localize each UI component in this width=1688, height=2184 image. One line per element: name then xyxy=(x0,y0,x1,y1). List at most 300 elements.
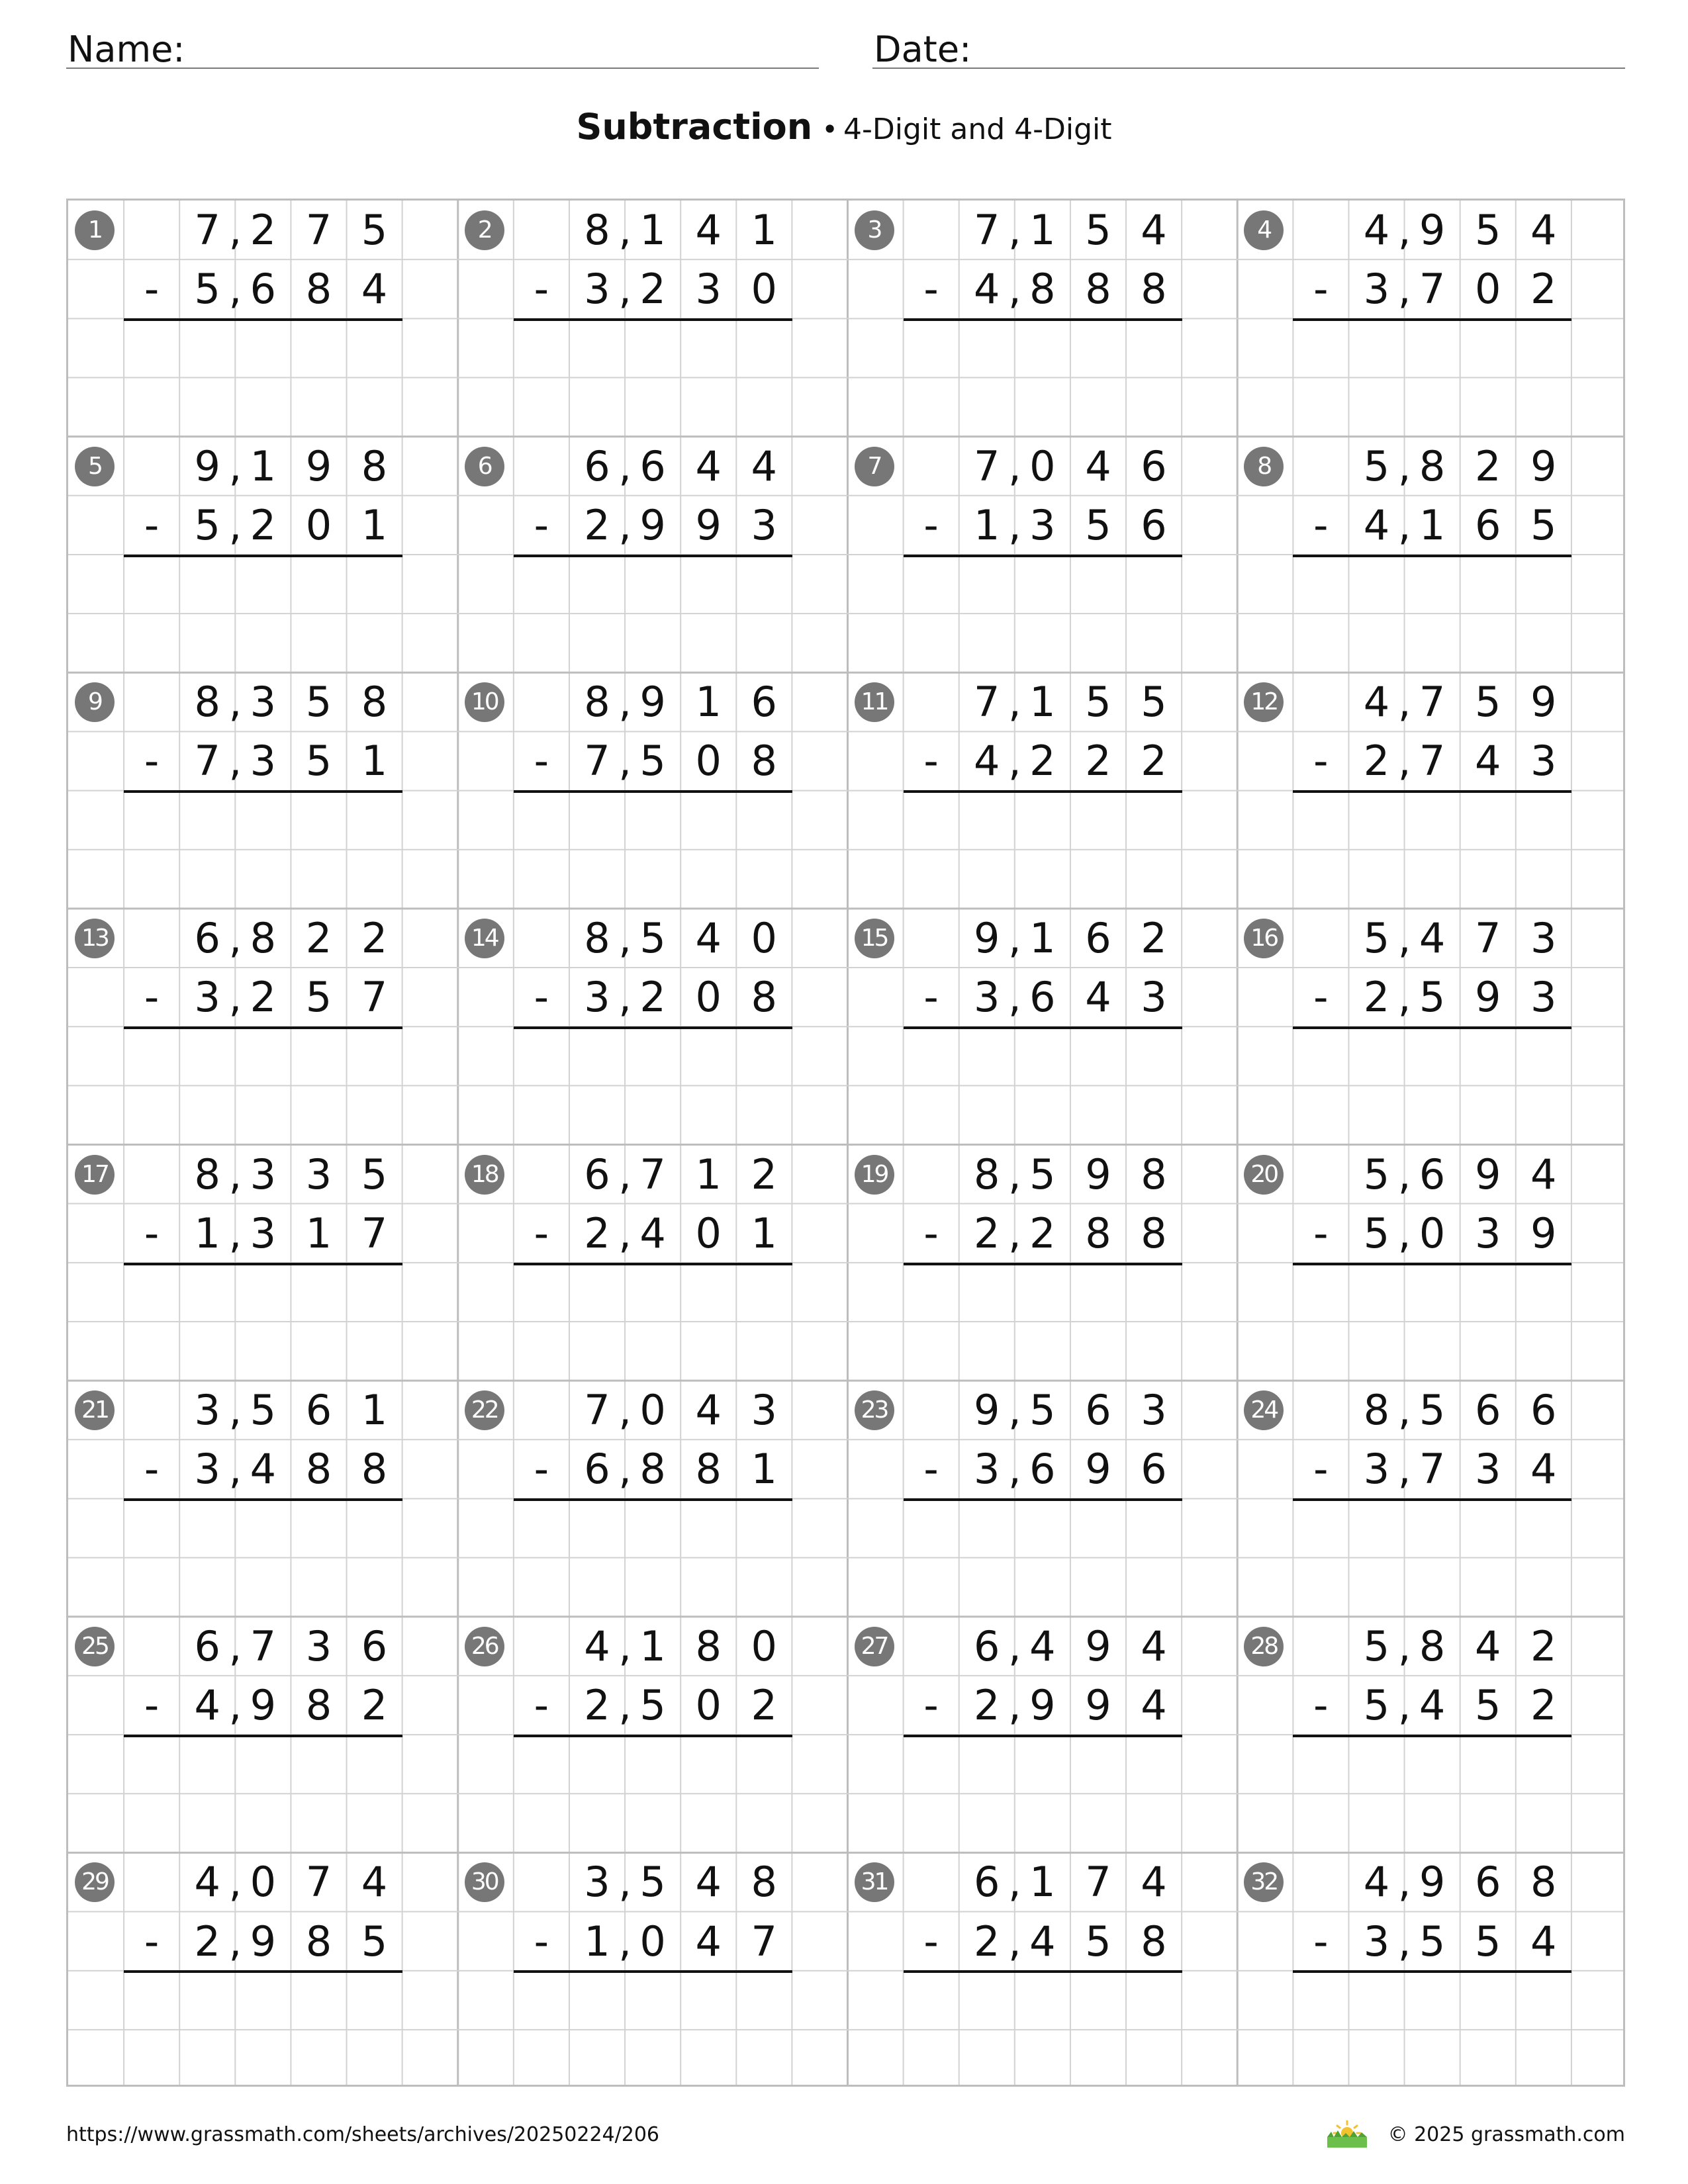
thousands-separator: , xyxy=(228,913,242,962)
digit: 6 xyxy=(584,1445,610,1494)
minuend xyxy=(1237,1617,1625,1676)
digit: 4 xyxy=(973,737,1000,786)
subtrahend xyxy=(68,1912,458,1971)
problem-number-badge: 13 xyxy=(75,919,115,958)
digit: 7 xyxy=(305,1858,332,1907)
digit: 5 xyxy=(1419,973,1446,1022)
minus-sign: - xyxy=(923,265,939,314)
problem-26 xyxy=(458,1617,848,1853)
digit: 1 xyxy=(751,206,777,254)
digit: 3 xyxy=(194,973,220,1022)
minus-sign: - xyxy=(923,973,939,1022)
digit: 8 xyxy=(1141,1917,1167,1966)
digit: 9 xyxy=(1530,678,1557,727)
problem-2 xyxy=(458,201,848,437)
digit: 8 xyxy=(1363,1386,1390,1435)
digit: 4 xyxy=(1530,1917,1557,1966)
digit: 5 xyxy=(639,1680,666,1729)
answer-area[interactable] xyxy=(904,1026,1182,1144)
thousands-separator: , xyxy=(1397,441,1411,490)
thousands-separator: , xyxy=(1397,206,1411,254)
digit: 9 xyxy=(1419,1858,1446,1907)
thousands-separator: , xyxy=(618,913,632,962)
thousands-separator: , xyxy=(228,206,242,254)
problem-number-badge: 19 xyxy=(855,1155,894,1195)
digit: 7 xyxy=(1085,1858,1111,1907)
answer-area[interactable] xyxy=(124,1498,402,1616)
problem-number-badge: 29 xyxy=(75,1862,115,1902)
digit: 4 xyxy=(1141,1621,1167,1670)
digit: 8 xyxy=(1141,1208,1167,1257)
minuend xyxy=(68,437,458,496)
minus-sign: - xyxy=(1313,1445,1329,1494)
digit: 8 xyxy=(1085,265,1111,314)
answer-area[interactable] xyxy=(904,1498,1182,1616)
minus-sign: - xyxy=(923,1445,939,1494)
thousands-separator: , xyxy=(1008,441,1021,490)
answer-area[interactable] xyxy=(1293,318,1571,436)
subtrahend xyxy=(458,496,848,555)
answer-area[interactable] xyxy=(514,555,792,672)
digit: 4 xyxy=(194,1858,220,1907)
thousands-separator: , xyxy=(228,1680,242,1729)
digit: 1 xyxy=(751,1208,777,1257)
problem-8 xyxy=(1237,437,1625,673)
title-subtitle: 4-Digit and 4-Digit xyxy=(843,113,1112,146)
digit: 7 xyxy=(250,1621,277,1670)
digit: 8 xyxy=(584,913,610,962)
minus-sign: - xyxy=(534,1917,549,1966)
digit: 3 xyxy=(194,1386,220,1435)
thousands-separator: , xyxy=(228,1445,242,1494)
digit: 4 xyxy=(1085,441,1111,490)
minus-sign: - xyxy=(534,265,549,314)
answer-area[interactable] xyxy=(124,555,402,672)
problem-1 xyxy=(68,201,458,437)
problem-21 xyxy=(68,1381,458,1617)
minuend xyxy=(458,1617,848,1676)
minuend xyxy=(1237,1852,1625,1911)
problem-17 xyxy=(68,1145,458,1381)
problem-number-badge: 1 xyxy=(75,210,115,250)
answer-area[interactable] xyxy=(124,791,402,909)
subtrahend xyxy=(68,496,458,555)
digit: 2 xyxy=(1141,737,1167,786)
problem-number-badge: 30 xyxy=(465,1862,504,1902)
digit: 1 xyxy=(584,1917,610,1966)
thousands-separator: , xyxy=(228,678,242,727)
problem-number-badge: 14 xyxy=(465,919,504,958)
problem-5 xyxy=(68,437,458,673)
thousands-separator: , xyxy=(1008,678,1021,727)
digit: 1 xyxy=(1419,500,1446,549)
answer-area[interactable] xyxy=(124,318,402,436)
minus-sign: - xyxy=(1313,737,1329,786)
digit: 8 xyxy=(1141,1150,1167,1199)
minuend xyxy=(68,1381,458,1439)
thousands-separator: , xyxy=(1008,913,1021,962)
minuend xyxy=(848,437,1238,496)
digit: 2 xyxy=(250,973,277,1022)
subtrahend xyxy=(68,1439,458,1498)
problem-number-badge: 15 xyxy=(855,919,894,958)
thousands-separator: , xyxy=(1397,737,1411,786)
problem-30 xyxy=(458,1852,848,2087)
subtrahend xyxy=(458,1204,848,1263)
title-bullet: • xyxy=(821,113,838,146)
minuend xyxy=(848,1145,1238,1204)
digit: 2 xyxy=(584,500,610,549)
answer-area[interactable] xyxy=(514,1971,792,2087)
digit: 5 xyxy=(361,1150,388,1199)
subtrahend xyxy=(1237,731,1625,790)
digit: 3 xyxy=(1363,265,1390,314)
minuend xyxy=(848,1617,1238,1676)
answer-area[interactable] xyxy=(514,1498,792,1616)
digit: 5 xyxy=(1363,1680,1390,1729)
subtrahend xyxy=(848,968,1238,1026)
answer-area[interactable] xyxy=(904,1971,1182,2087)
digit: 9 xyxy=(1029,1680,1056,1729)
digit: 4 xyxy=(361,265,388,314)
digit: 4 xyxy=(1141,1858,1167,1907)
digit: 2 xyxy=(973,1208,1000,1257)
answer-area[interactable] xyxy=(514,1026,792,1144)
answer-area[interactable] xyxy=(1293,791,1571,909)
digit: 7 xyxy=(1474,913,1501,962)
digit: 4 xyxy=(1474,737,1501,786)
thousands-separator: , xyxy=(618,1208,632,1257)
digit: 2 xyxy=(1141,913,1167,962)
problem-number-badge: 17 xyxy=(75,1155,115,1195)
problem-6 xyxy=(458,437,848,673)
problem-20 xyxy=(1237,1145,1625,1381)
thousands-separator: , xyxy=(1008,1445,1021,1494)
digit: 1 xyxy=(250,441,277,490)
thousands-separator: , xyxy=(228,1858,242,1907)
minuend xyxy=(1237,1381,1625,1439)
minuend xyxy=(848,201,1238,259)
minuend xyxy=(1237,1145,1625,1204)
digit: 4 xyxy=(695,206,722,254)
thousands-separator: , xyxy=(1008,265,1021,314)
digit: 9 xyxy=(1085,1680,1111,1729)
digit: 6 xyxy=(361,1621,388,1670)
answer-area[interactable] xyxy=(514,1735,792,1852)
digit: 1 xyxy=(1029,1858,1056,1907)
digit: 1 xyxy=(1029,913,1056,962)
minus-sign: - xyxy=(144,1680,160,1729)
date-field[interactable] xyxy=(872,24,1625,69)
digit: 2 xyxy=(1530,1621,1557,1670)
digit: 6 xyxy=(1085,1386,1111,1435)
minus-sign: - xyxy=(534,500,549,549)
problem-number-badge: 25 xyxy=(75,1627,115,1666)
answer-area[interactable] xyxy=(904,318,1182,436)
minus-sign: - xyxy=(534,1208,549,1257)
digit: 5 xyxy=(1363,1150,1390,1199)
digit: 5 xyxy=(361,206,388,254)
answer-area[interactable] xyxy=(1293,1498,1571,1616)
minuend xyxy=(68,201,458,259)
thousands-separator: , xyxy=(618,441,632,490)
digit: 4 xyxy=(1419,1680,1446,1729)
digit: 7 xyxy=(194,206,220,254)
subtrahend xyxy=(1237,259,1625,318)
minuend xyxy=(848,1381,1238,1439)
digit: 8 xyxy=(695,1621,722,1670)
thousands-separator: , xyxy=(228,500,242,549)
subtrahend xyxy=(1237,496,1625,555)
digit: 9 xyxy=(1530,1208,1557,1257)
digit: 2 xyxy=(639,973,666,1022)
digit: 2 xyxy=(584,1680,610,1729)
digit: 6 xyxy=(1085,913,1111,962)
digit: 3 xyxy=(305,1621,332,1670)
problem-number-badge: 12 xyxy=(1244,682,1284,722)
digit: 5 xyxy=(1085,1917,1111,1966)
minuend xyxy=(1237,437,1625,496)
digit: 5 xyxy=(1474,1917,1501,1966)
footer-url: https://www.grassmath.com/sheets/archives/20250224/206 xyxy=(66,2123,660,2146)
digit: 1 xyxy=(973,500,1000,549)
answer-area[interactable] xyxy=(124,1263,402,1381)
digit: 8 xyxy=(361,1445,388,1494)
problem-number-badge: 5 xyxy=(75,447,115,486)
problem-25 xyxy=(68,1617,458,1853)
digit: 0 xyxy=(639,1917,666,1966)
problem-23 xyxy=(848,1381,1238,1617)
problem-7 xyxy=(848,437,1238,673)
subtrahend xyxy=(458,259,848,318)
digit: 3 xyxy=(695,265,722,314)
digit: 4 xyxy=(1363,1858,1390,1907)
digit: 7 xyxy=(973,206,1000,254)
digit: 8 xyxy=(1085,1208,1111,1257)
subtrahend xyxy=(848,1439,1238,1498)
digit: 1 xyxy=(361,500,388,549)
answer-area[interactable] xyxy=(124,1971,402,2087)
digit: 6 xyxy=(584,441,610,490)
minus-sign: - xyxy=(923,1208,939,1257)
answer-area[interactable] xyxy=(124,1735,402,1852)
digit: 8 xyxy=(973,1150,1000,1199)
thousands-separator: , xyxy=(1397,500,1411,549)
digit: 9 xyxy=(695,500,722,549)
thousands-separator: , xyxy=(1397,1621,1411,1670)
subtrahend xyxy=(458,1912,848,1971)
digit: 5 xyxy=(639,737,666,786)
answer-area[interactable] xyxy=(1293,1971,1571,2087)
digit: 5 xyxy=(305,737,332,786)
thousands-separator: , xyxy=(618,500,632,549)
digit: 3 xyxy=(250,737,277,786)
digit: 3 xyxy=(584,265,610,314)
digit: 0 xyxy=(1474,265,1501,314)
minus-sign: - xyxy=(144,1917,160,1966)
digit: 8 xyxy=(751,737,777,786)
digit: 3 xyxy=(250,678,277,727)
date-label: Date: xyxy=(874,28,972,70)
minuend xyxy=(1237,201,1625,259)
title-main: Subtraction xyxy=(576,106,813,148)
thousands-separator: , xyxy=(618,1680,632,1729)
subtrahend xyxy=(68,731,458,790)
digit: 5 xyxy=(1474,678,1501,727)
digit: 2 xyxy=(1530,265,1557,314)
thousands-separator: , xyxy=(228,1386,242,1435)
answer-area[interactable] xyxy=(514,318,792,436)
answer-area[interactable] xyxy=(904,791,1182,909)
minus-sign: - xyxy=(534,737,549,786)
digit: 5 xyxy=(1085,500,1111,549)
minus-sign: - xyxy=(534,1445,549,1494)
thousands-separator: , xyxy=(618,1621,632,1670)
digit: 5 xyxy=(639,913,666,962)
digit: 5 xyxy=(1363,1208,1390,1257)
minus-sign: - xyxy=(1313,500,1329,549)
thousands-separator: , xyxy=(1397,678,1411,727)
digit: 2 xyxy=(1363,973,1390,1022)
problem-number-badge: 24 xyxy=(1244,1390,1284,1430)
thousands-separator: , xyxy=(618,1858,632,1907)
thousands-separator: , xyxy=(1008,1680,1021,1729)
digit: 3 xyxy=(1141,973,1167,1022)
subtrahend xyxy=(1237,968,1625,1026)
digit: 8 xyxy=(305,1680,332,1729)
minus-sign: - xyxy=(144,1208,160,1257)
answer-area[interactable] xyxy=(514,791,792,909)
thousands-separator: , xyxy=(618,206,632,254)
digit: 6 xyxy=(973,1858,1000,1907)
digit: 6 xyxy=(1474,500,1501,549)
digit: 0 xyxy=(751,1621,777,1670)
digit: 9 xyxy=(1419,206,1446,254)
digit: 7 xyxy=(751,1917,777,1966)
digit: 6 xyxy=(1530,1386,1557,1435)
digit: 6 xyxy=(1141,1445,1167,1494)
thousands-separator: , xyxy=(1008,1386,1021,1435)
digit: 8 xyxy=(1419,441,1446,490)
answer-area[interactable] xyxy=(904,1735,1182,1852)
digit: 5 xyxy=(361,1917,388,1966)
digit: 5 xyxy=(194,265,220,314)
answer-area[interactable] xyxy=(904,1263,1182,1381)
digit: 2 xyxy=(1474,441,1501,490)
digit: 4 xyxy=(1029,1917,1056,1966)
answer-area[interactable] xyxy=(904,555,1182,672)
digit: 9 xyxy=(1085,1445,1111,1494)
subtrahend xyxy=(848,731,1238,790)
digit: 2 xyxy=(361,1680,388,1729)
thousands-separator: , xyxy=(1397,265,1411,314)
digit: 7 xyxy=(194,737,220,786)
answer-area[interactable] xyxy=(1293,1026,1571,1144)
thousands-separator: , xyxy=(1397,913,1411,962)
answer-area[interactable] xyxy=(1293,1263,1571,1381)
thousands-separator: , xyxy=(618,973,632,1022)
minuend xyxy=(458,1145,848,1204)
thousands-separator: , xyxy=(228,1917,242,1966)
digit: 3 xyxy=(1029,500,1056,549)
digit: 1 xyxy=(1029,678,1056,727)
problem-number-badge: 28 xyxy=(1244,1627,1284,1666)
digit: 9 xyxy=(1474,1150,1501,1199)
subtrahend xyxy=(68,968,458,1026)
answer-area[interactable] xyxy=(514,1263,792,1381)
problem-28 xyxy=(1237,1617,1625,1853)
digit: 2 xyxy=(639,265,666,314)
thousands-separator: , xyxy=(228,1621,242,1670)
problem-16 xyxy=(1237,909,1625,1145)
name-label: Name: xyxy=(68,28,185,70)
answer-area[interactable] xyxy=(1293,555,1571,672)
digit: 9 xyxy=(305,441,332,490)
subtrahend xyxy=(848,1912,1238,1971)
digit: 7 xyxy=(1419,678,1446,727)
digit: 0 xyxy=(751,913,777,962)
problem-number-badge: 6 xyxy=(465,447,504,486)
name-field[interactable] xyxy=(66,24,819,69)
problem-number-badge: 22 xyxy=(465,1390,504,1430)
digit: 6 xyxy=(250,265,277,314)
grass-sun-logo-icon xyxy=(1326,2120,1368,2149)
subtrahend xyxy=(1237,1204,1625,1263)
digit: 4 xyxy=(639,1208,666,1257)
problem-number-badge: 18 xyxy=(465,1155,504,1195)
digit: 8 xyxy=(194,678,220,727)
digit: 8 xyxy=(194,1150,220,1199)
minuend xyxy=(68,1617,458,1676)
problem-32 xyxy=(1237,1852,1625,2087)
digit: 5 xyxy=(1474,206,1501,254)
problem-grid xyxy=(66,199,1625,2087)
digit: 8 xyxy=(1419,1621,1446,1670)
minus-sign: - xyxy=(1313,1208,1329,1257)
minus-sign: - xyxy=(144,265,160,314)
digit: 3 xyxy=(751,500,777,549)
problem-24 xyxy=(1237,1381,1625,1617)
minuend xyxy=(848,909,1238,968)
digit: 3 xyxy=(751,1386,777,1435)
digit: 6 xyxy=(751,678,777,727)
digit: 2 xyxy=(250,206,277,254)
digit: 9 xyxy=(639,500,666,549)
footer-brand xyxy=(1326,2118,1625,2151)
thousands-separator: , xyxy=(1397,973,1411,1022)
answer-area[interactable] xyxy=(1293,1735,1571,1852)
minus-sign: - xyxy=(923,737,939,786)
digit: 4 xyxy=(1530,206,1557,254)
minus-sign: - xyxy=(923,1680,939,1729)
minus-sign: - xyxy=(534,973,549,1022)
problem-number-badge: 16 xyxy=(1244,919,1284,958)
digit: 9 xyxy=(1530,441,1557,490)
minus-sign: - xyxy=(144,973,160,1022)
digit: 2 xyxy=(1085,737,1111,786)
digit: 2 xyxy=(973,1917,1000,1966)
digit: 2 xyxy=(1029,737,1056,786)
digit: 4 xyxy=(194,1680,220,1729)
digit: 4 xyxy=(1363,206,1390,254)
answer-area[interactable] xyxy=(124,1026,402,1144)
digit: 8 xyxy=(1141,265,1167,314)
minus-sign: - xyxy=(144,737,160,786)
minuend xyxy=(1237,672,1625,731)
subtrahend xyxy=(458,1676,848,1735)
digit: 3 xyxy=(584,973,610,1022)
thousands-separator: , xyxy=(618,1386,632,1435)
